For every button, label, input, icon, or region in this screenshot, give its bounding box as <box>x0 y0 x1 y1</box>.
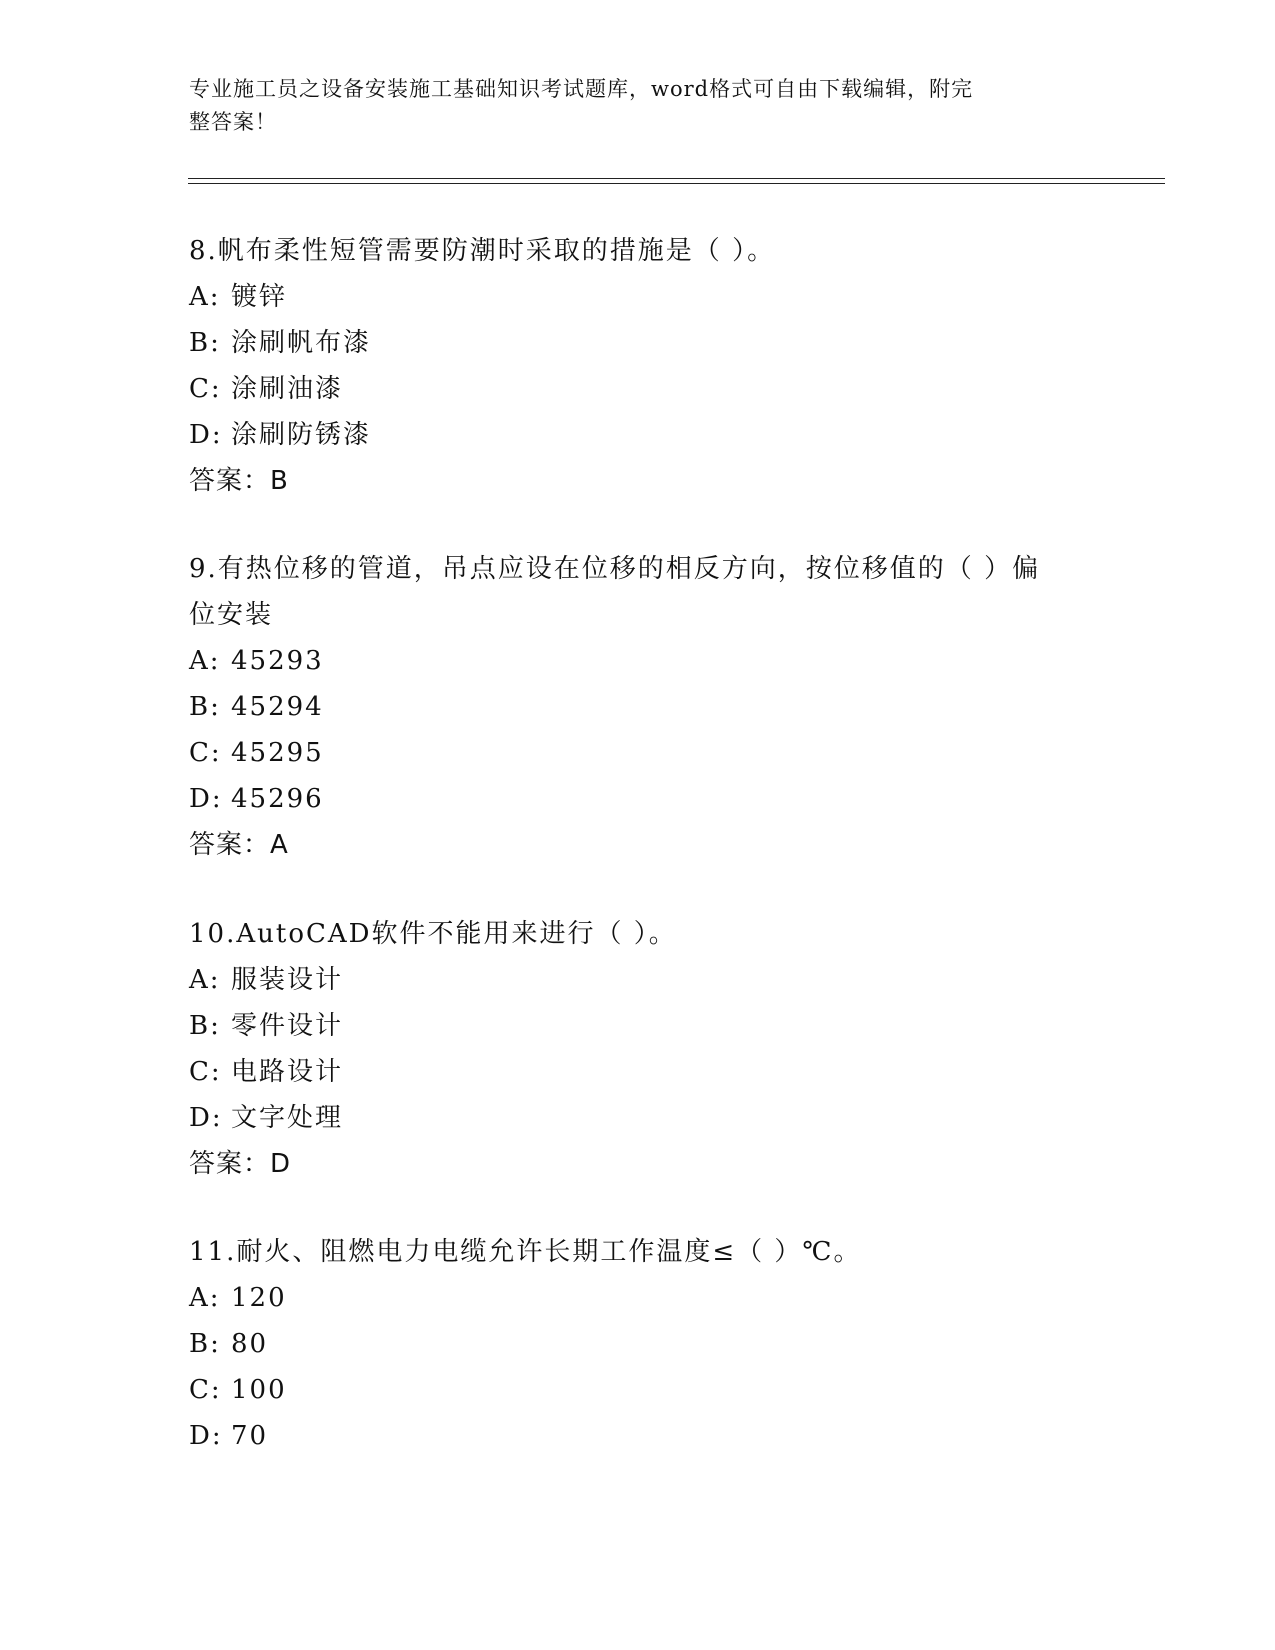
question-10 <box>189 911 1089 1187</box>
option-d <box>189 1095 1089 1141</box>
question-stem: 9.有热位移的管道，吊点应设在位移的相反方向，按位移值的（ ）偏 <box>189 554 1041 584</box>
option-text: 100 <box>231 1375 287 1405</box>
option-b <box>189 684 1089 730</box>
option-c <box>189 1367 1089 1413</box>
option-key: A: <box>189 646 221 676</box>
option-text: 涂刷油漆 <box>231 374 344 404</box>
option-key: A: <box>189 965 221 995</box>
header-line-1: 专业施工员之设备安装施工基础知识考试题库，word格式可自由下载编辑，附完 <box>189 77 974 101</box>
option-key: C: <box>189 1057 222 1087</box>
header-line-2: 整答案！ <box>189 110 277 134</box>
option-text: 45293 <box>231 646 324 676</box>
option-key: B: <box>189 1329 221 1359</box>
question-9 <box>189 546 1089 868</box>
answer-line: 答案：B <box>189 466 289 496</box>
option-key: D: <box>189 784 223 814</box>
option-b <box>189 1003 1089 1049</box>
option-b <box>189 320 1089 366</box>
option-key: C: <box>189 1375 222 1405</box>
document-header <box>189 73 1069 139</box>
option-key: A: <box>189 282 221 312</box>
option-text: 涂刷防锈漆 <box>231 420 372 450</box>
option-d <box>189 776 1089 822</box>
question-stem: 8.帆布柔性短管需要防潮时采取的措施是（ ）。 <box>189 236 776 266</box>
header-divider-top <box>188 178 1165 179</box>
option-a <box>189 274 1089 320</box>
option-text: 70 <box>231 1421 269 1451</box>
option-key: D: <box>189 1421 223 1451</box>
option-text: 涂刷帆布漆 <box>231 328 372 358</box>
answer-line: 答案：D <box>189 1149 292 1179</box>
answer-line: 答案：A <box>189 830 289 860</box>
option-key: C: <box>189 374 222 404</box>
option-a <box>189 1275 1089 1321</box>
option-text: 镀锌 <box>231 282 288 312</box>
option-key: B: <box>189 1011 221 1041</box>
option-text: 服装设计 <box>231 965 344 995</box>
option-c <box>189 366 1089 412</box>
option-c <box>189 1049 1089 1095</box>
option-key: A: <box>189 1283 221 1313</box>
option-key: C: <box>189 738 222 768</box>
question-8 <box>189 228 1089 504</box>
option-text: 电路设计 <box>231 1057 344 1087</box>
option-key: D: <box>189 1103 223 1133</box>
option-text: 45294 <box>231 692 324 722</box>
option-text: 45295 <box>231 738 324 768</box>
option-text: 零件设计 <box>231 1011 344 1041</box>
option-text: 80 <box>231 1329 269 1359</box>
option-text: 45296 <box>231 784 324 814</box>
option-text: 120 <box>231 1283 287 1313</box>
option-d <box>189 1413 1089 1459</box>
option-key: B: <box>189 692 221 722</box>
option-c <box>189 730 1089 776</box>
option-a <box>189 957 1089 1003</box>
option-d <box>189 412 1089 458</box>
option-key: D: <box>189 420 223 450</box>
option-key: B: <box>189 328 221 358</box>
question-11 <box>189 1229 1089 1459</box>
question-stem-continued: 位安装 <box>189 600 274 630</box>
option-text: 文字处理 <box>231 1103 344 1133</box>
header-divider-bottom <box>188 183 1165 184</box>
question-stem: 11.耐火、阻燃电力电缆允许长期工作温度≤（ ）℃。 <box>189 1237 862 1267</box>
option-b <box>189 1321 1089 1367</box>
option-a <box>189 638 1089 684</box>
question-stem: 10.AutoCAD软件不能用来进行（ ）。 <box>189 919 677 949</box>
